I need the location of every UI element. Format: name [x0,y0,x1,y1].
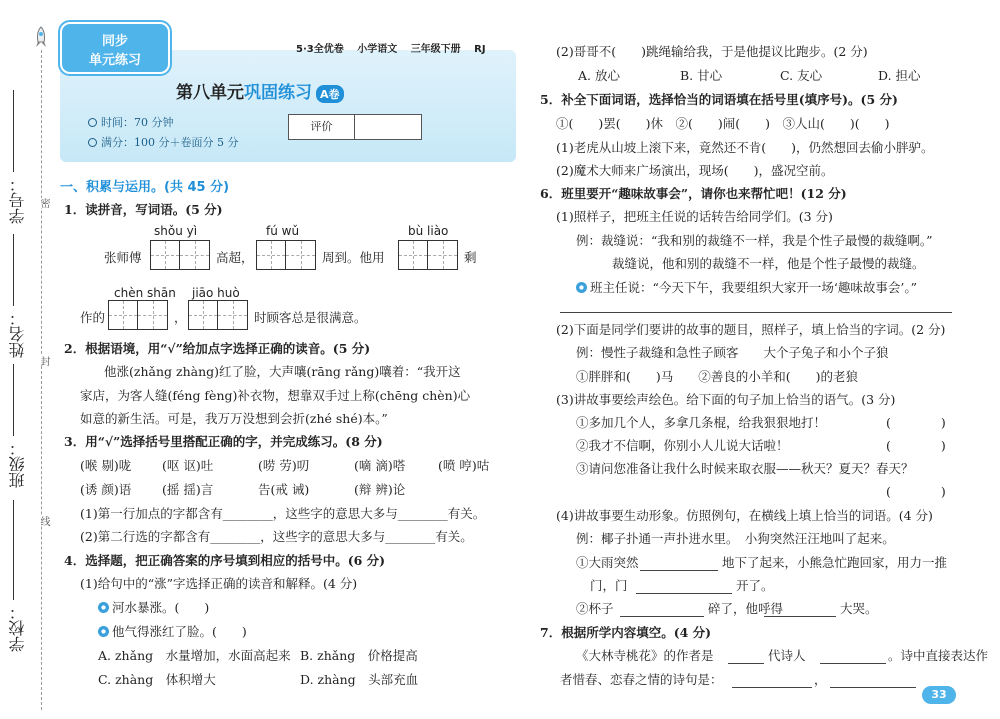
writing-grid-1[interactable] [150,240,210,270]
q7-text-4: 者惜春、恋春之情的诗句是： [560,672,723,687]
q3-sub-2: (2)第二行选的字都含有________，这些字的意思大多与________有关。 [80,529,473,544]
pinyin-2: fú wǔ [266,224,300,238]
q6-example-answer: 裁缝说，他和别的裁缝不一样，他是个性子最慢的裁缝。 [612,256,925,271]
q4-option-d: D. zhàng 头部充血 [300,672,419,687]
class-line[interactable] [13,364,14,436]
q3-word-5[interactable]: (喷 哼)咕 [438,458,490,473]
q3-word-6[interactable]: (诱 颜)语 [80,482,132,497]
series-info [296,40,496,55]
q6-sub-2: (2)下面是同学们要讲的故事的题目，照样子，填上恰当的字词。(2 分) [556,322,946,337]
cut-line [41,50,42,710]
q4-option-a: A. zhǎng 水量增加，水面高起来 [98,648,291,663]
q6-sub-4-a1: ①大雨突然 [576,555,639,570]
badge-line1: 同步 [101,34,128,49]
q6-sub-4: (4)讲故事要生动形象。仿照例句，在横线上填上恰当的词语。(4 分) [556,508,933,523]
q6-sub-2-example: 例：慢性子裁缝和急性子顾客 大个子兔子和小个子狼 [576,345,889,360]
q4-sub-2: (2)哥哥不( )跳绳输给我，于是他提议比跑步。(2 分) [556,44,868,59]
r1-option-d: D. 担心 [878,68,921,83]
q7-text-2: 代诗人 [768,648,806,663]
rocket-icon [34,26,48,48]
question-6: 6．班里要开“趣味故事会”，请你也来帮忙吧！(12 分) [540,186,847,201]
q3-word-8[interactable]: 告(戒 诫) [258,482,310,497]
q7-text-5: ， [814,672,827,687]
question-4: 4．选择题，把正确答案的序号填到相应的括号中。(6 分) [64,553,386,568]
q1-text-6: ， [174,310,187,325]
q6-sub-4-b2: 碎了，他呼得 [708,601,784,616]
q6-sub-4-a3: 门，门 [590,578,628,593]
pinyin-4: chèn shān [114,286,176,300]
section-heading: 一、积累与运用。(共 45 分) [60,180,230,195]
q4-item-b[interactable] [98,624,247,640]
q3-word-4[interactable]: (嘀 滴)嗒 [354,458,406,473]
q4-option-b: B. zhǎng 价格提高 [300,648,418,663]
writing-grid-2[interactable] [256,240,316,270]
score-info [88,134,238,150]
q1-text-2: 高超， [216,250,254,265]
q6-sub-3-b: ②我才不信啊，你别小人儿说大话啦！ [576,438,789,453]
class-label: 班级： [8,440,27,488]
edition: RJ [474,44,486,55]
question-5: 5．补全下面词语，选择恰当的词语填在括号里(填序号)。(5 分) [540,92,898,107]
title-part-a: 第八单元 [176,83,244,103]
time-text: 时间：70 分钟 [101,116,174,129]
pinyin-3: bù liào [408,224,449,238]
q6-sub-4-a2: 地下了起来，小熊急忙跑回家，用力一推 [722,555,948,570]
blank-line-7[interactable] [732,687,812,688]
q7-text-3: 。诗中直接表达作 [888,648,989,663]
flower-icon [98,602,109,613]
question-2: 2．根据语境，用“√”给加点字选择正确的读音。(5 分) [64,341,371,356]
student-id-label: 学号： [8,176,27,224]
subject: 小学语文 [357,44,398,55]
flower-icon [576,282,587,293]
q4-option-c: C. zhàng 体积增大 [98,672,216,687]
tone-paren-c[interactable]: ( ) [886,484,946,499]
r1-option-a: A. 放心 [578,68,620,83]
grade: 三年级下册 [410,44,461,55]
check-icon [88,138,97,147]
page-title [176,78,344,103]
q6-sub-3: (3)讲故事要绘声绘色。给下面的句子加上恰当的语气。(3 分) [556,392,896,407]
r1-option-c: C. 友心 [780,68,823,83]
q1-text-3: 周到。他用 [322,250,385,265]
q6-sub-4-a4: 开了。 [736,578,774,593]
title-tag: A卷 [316,85,344,103]
q6-sub-4-example: 例：椰子扑通一声扑进水里。 小狗突然汪汪地叫了起来。 [576,531,895,546]
q7-text-1: 《大林寺桃花》的作者是 [576,648,714,663]
q3-word-1[interactable]: (喉 剔)咙 [80,458,132,473]
q2-line-1: 他涨(zhǎng zhàng)红了脸，大声嚷(rāng rǎng)嚷着：“我开这 [104,364,461,379]
cut-mark-mi: 密 [38,198,49,208]
q3-sub-1: (1)第一行加点的字都含有________，这些字的意思大多与________有关。 [80,506,486,521]
q4-item-a-text: 河水暴涨。( ) [112,600,210,615]
q6-task [576,280,917,296]
r1-option-b: B. 甘心 [680,68,723,83]
pinyin-1: shǒu yì [154,224,198,238]
q3-word-2[interactable]: (呕 讴)吐 [162,458,214,473]
school-line[interactable] [13,500,14,600]
answer-line[interactable] [560,312,952,313]
name-label: 姓名： [8,310,27,358]
q6-task-text: 班主任说：“今天下午，我要组织大家开一场‘趣味故事会’。” [590,280,917,295]
blank-line-4[interactable] [764,616,836,617]
student-id-line[interactable] [13,90,14,172]
series-name: 5·3全优卷 [296,44,344,55]
cut-mark-feng: 封 [38,356,49,366]
q6-sub-2-task: ①胖胖和( )马 ②善良的小羊和( )的老狼 [576,369,859,384]
evaluation-box[interactable] [288,114,422,140]
binding-strip [0,0,52,719]
blank-line-5[interactable] [728,663,764,664]
q4-item-b-text: 他气得涨红了脸。( ) [112,624,247,639]
unit-badge [60,22,170,74]
page-number: 33 [922,686,956,704]
blank-line-2[interactable] [636,593,732,594]
blank-line-6[interactable] [820,663,886,664]
badge-line2: 单元练习 [88,53,141,68]
q6-sub-1: (1)照样子，把班主任说的话转告给同学们。(3 分) [556,209,833,224]
q2-line-3: 如意的新生活。可是，我万万没想到会折(zhé shé)本。” [80,411,388,426]
q1-text-7: 时顾客总是很满意。 [254,310,367,325]
q6-sub-3-c: ③请问您准备让我什么时候来取衣服——秋天？夏天？春天？ [576,461,914,476]
q1-text-5: 作的 [80,310,106,325]
time-info [88,114,174,130]
school-label: 学校： [8,604,27,652]
blank-line-3[interactable] [620,616,704,617]
score-text: 满分：100 分＋卷面分 5 分 [101,136,239,149]
question-1: 1．读拼音，写词语。(5 分) [64,202,223,217]
evaluation-label: 评价 [289,115,355,139]
q5-line-3: (2)魔术大师来广场演出，现场( )，盛况空前。 [556,163,834,178]
tone-paren-a[interactable]: ( ) [886,415,946,430]
q4-sub-1: (1)给句中的“涨”字选择正确的读音和解释。(4 分) [80,576,358,591]
blank-line-8[interactable] [830,687,916,688]
q2-line-2: 家店，为客人缝(féng fèng)补衣物，想靠双手过上称(chēng chèn)心 [80,388,471,403]
name-line[interactable] [13,234,14,306]
blank-line-1[interactable] [640,570,718,571]
q3-word-3[interactable]: (唠 劳)叨 [258,458,310,473]
writing-grid-4[interactable] [108,300,168,330]
tone-paren-b[interactable]: ( ) [886,438,946,453]
flower-icon [98,626,109,637]
pinyin-5: jiāo huò [192,286,240,300]
clock-icon [88,118,97,127]
cut-mark-xian: 线 [38,516,49,526]
writing-grid-5[interactable] [188,300,248,330]
question-7: 7．根据所学内容填空。(4 分) [540,625,712,640]
q6-example: 例：裁缝说：“我和别的裁缝不一样，我是个性子最慢的裁缝啊。” [576,233,933,248]
question-3: 3．用“√”选择括号里搭配正确的字，并完成练习。(8 分) [64,434,383,449]
q1-text-1: 张师傅 [104,250,142,265]
q1-text-4: 剩 [464,250,477,265]
q6-sub-4-b3: 大哭。 [840,601,878,616]
q3-word-7[interactable]: (摇 揺)言 [162,482,214,497]
q5-line-2: (1)老虎从山坡上滚下来，竟然还不肯( )，仍然想回去偷小胖驴。 [556,140,934,155]
q3-word-9[interactable]: (辩 辨)论 [354,482,406,497]
q5-line-1: ①( )罢( )休 ②( )闹( ) ③人山( )( ) [556,116,890,131]
q6-sub-4-b1: ②杯子 [576,601,614,616]
title-part-b: 巩固练习 [244,83,312,103]
q4-item-a[interactable] [98,600,209,616]
writing-grid-3[interactable] [398,240,458,270]
q6-sub-3-a: ①多加几个人，多拿几条棍，给我狠狠地打！ [576,415,827,430]
